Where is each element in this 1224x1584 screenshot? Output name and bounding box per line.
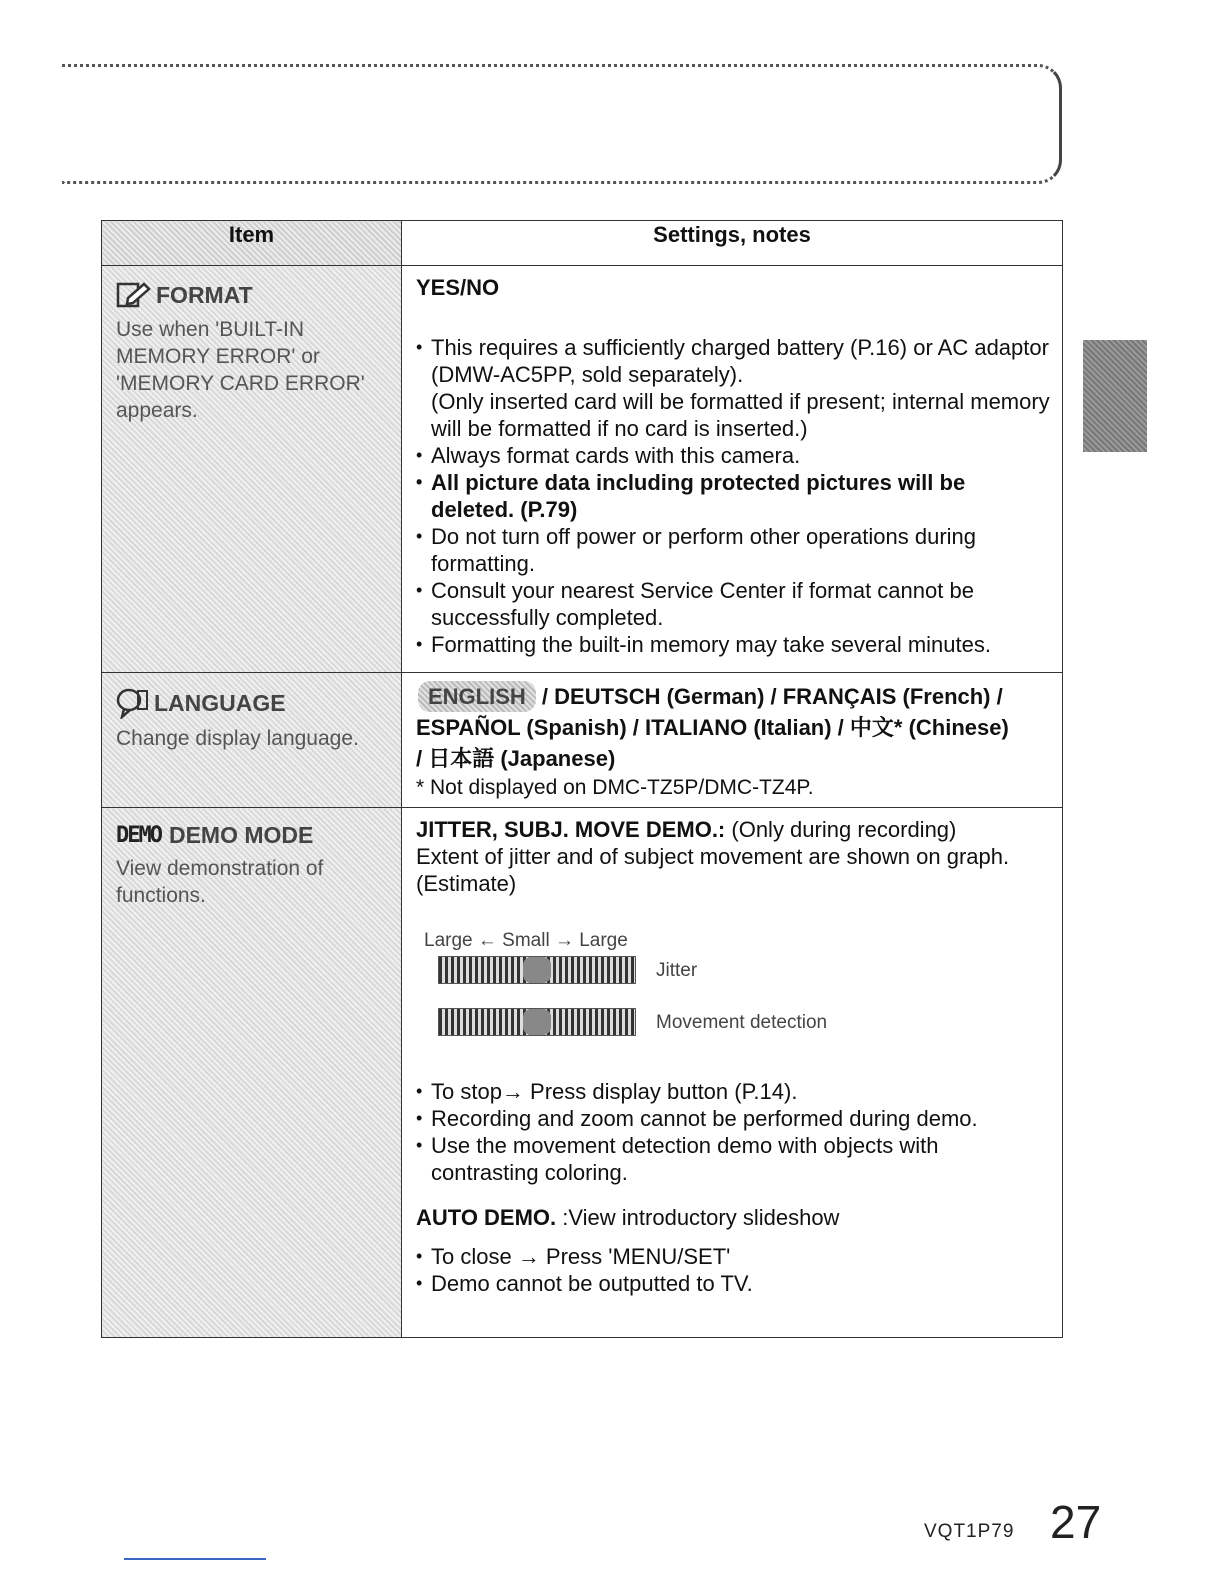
auto-demo-note: • Demo cannot be outputted to TV.	[416, 1270, 1050, 1297]
format-options: YES/NO	[416, 275, 500, 300]
table-row-language	[102, 673, 1063, 808]
table-header-row	[102, 221, 1063, 266]
jitter-description: Extent of jitter and of subject movement are shown on graph. (Estimate)	[416, 844, 1010, 896]
language-options-line3: / 日本語 (Japanese)	[416, 746, 616, 771]
document-code: VQT1P79	[924, 1521, 1015, 1542]
table-row-format	[102, 266, 1063, 673]
column-header-notes: Settings, notes	[402, 221, 1063, 266]
format-icon	[116, 280, 152, 310]
demo-note: • Use the movement detection demo with objects with contrasting coloring.	[416, 1132, 1050, 1186]
settings-table	[101, 220, 1063, 1338]
movement-bar	[438, 1008, 636, 1036]
table-row-demo	[102, 808, 1063, 1338]
language-options-line1: ENGLISH / DEUTSCH (German) / FRANÇAIS (French) /	[416, 681, 1050, 712]
format-note: • Formatting the built-in memory may take several minutes.	[416, 631, 1050, 658]
jitter-heading: JITTER, SUBJ. MOVE DEMO.: (Only during recording)	[416, 817, 957, 842]
language-footnote: * Not displayed on DMC-TZ5P/DMC-TZ4P.	[416, 776, 814, 799]
demo-notes	[416, 1078, 1050, 1186]
demo-description: View demonstration of functions.	[116, 857, 324, 907]
language-title	[116, 687, 389, 719]
page-number: 27	[1050, 1496, 1102, 1548]
notes-cell-demo	[402, 808, 1063, 1338]
format-description: Use when 'BUILT-IN MEMORY ERROR' or 'MEMORY CARD ERROR' appears.	[116, 318, 365, 422]
format-note-warning: • All picture data including protected pictures will be deleted. (P.79)	[416, 469, 1050, 523]
notes-cell-language	[402, 673, 1063, 808]
demo-note: • Recording and zoom cannot be performed during demo.	[416, 1105, 1050, 1132]
graph-row-jitter	[438, 956, 1050, 984]
jitter-bar	[438, 956, 636, 984]
format-note: • This requires a sufficiently charged battery (P.16) or AC adaptor (DMW-AC5PP, sold separately). (Only inserted card will be formatted if present; internal memory will be formatted if no card is inserted.)	[416, 334, 1050, 442]
demo-title-text: DEMO MODE	[168, 822, 314, 848]
language-options-line2: ESPAÑOL (Spanish) / ITALIANO (Italian) / 中文* (Chinese)	[416, 715, 1009, 740]
language-icon	[116, 687, 150, 719]
section-side-tab	[1083, 340, 1147, 452]
graph-scale-label: Large ← Small → Large	[424, 930, 628, 951]
item-cell-demo	[102, 808, 402, 1338]
language-option-english: ENGLISH	[418, 681, 536, 712]
format-note: • Consult your nearest Service Center if format cannot be successfully completed.	[416, 577, 1050, 631]
format-title-text: FORMAT	[156, 281, 253, 308]
format-note: • Always format cards with this camera.	[416, 442, 1050, 469]
format-notes	[416, 334, 1050, 658]
bottom-rule	[124, 1558, 266, 1560]
item-cell-language	[102, 673, 402, 808]
header-tab-frame	[62, 64, 1062, 184]
demo-graph	[416, 927, 1050, 1036]
demo-note: • To stop→ Press display button (P.14).	[416, 1078, 1050, 1105]
language-description: Change display language.	[116, 727, 359, 750]
auto-demo-notes	[416, 1243, 1050, 1297]
graph-row-movement	[438, 1008, 1050, 1036]
auto-demo-heading: AUTO DEMO. :View introductory slideshow	[416, 1205, 840, 1230]
demo-title	[116, 822, 389, 849]
item-cell-format	[102, 266, 402, 673]
graph-label-movement: Movement detection	[656, 1011, 828, 1033]
column-header-item: Item	[102, 221, 402, 266]
graph-label-jitter: Jitter	[656, 959, 698, 981]
format-note: • Do not turn off power or perform other operations during formatting.	[416, 523, 1050, 577]
language-title-text: LANGUAGE	[154, 689, 286, 716]
notes-cell-format	[402, 266, 1063, 673]
auto-demo-note: • To close → Press 'MENU/SET'	[416, 1243, 1050, 1270]
format-title	[116, 280, 389, 310]
demo-icon: DEMO	[116, 823, 161, 848]
